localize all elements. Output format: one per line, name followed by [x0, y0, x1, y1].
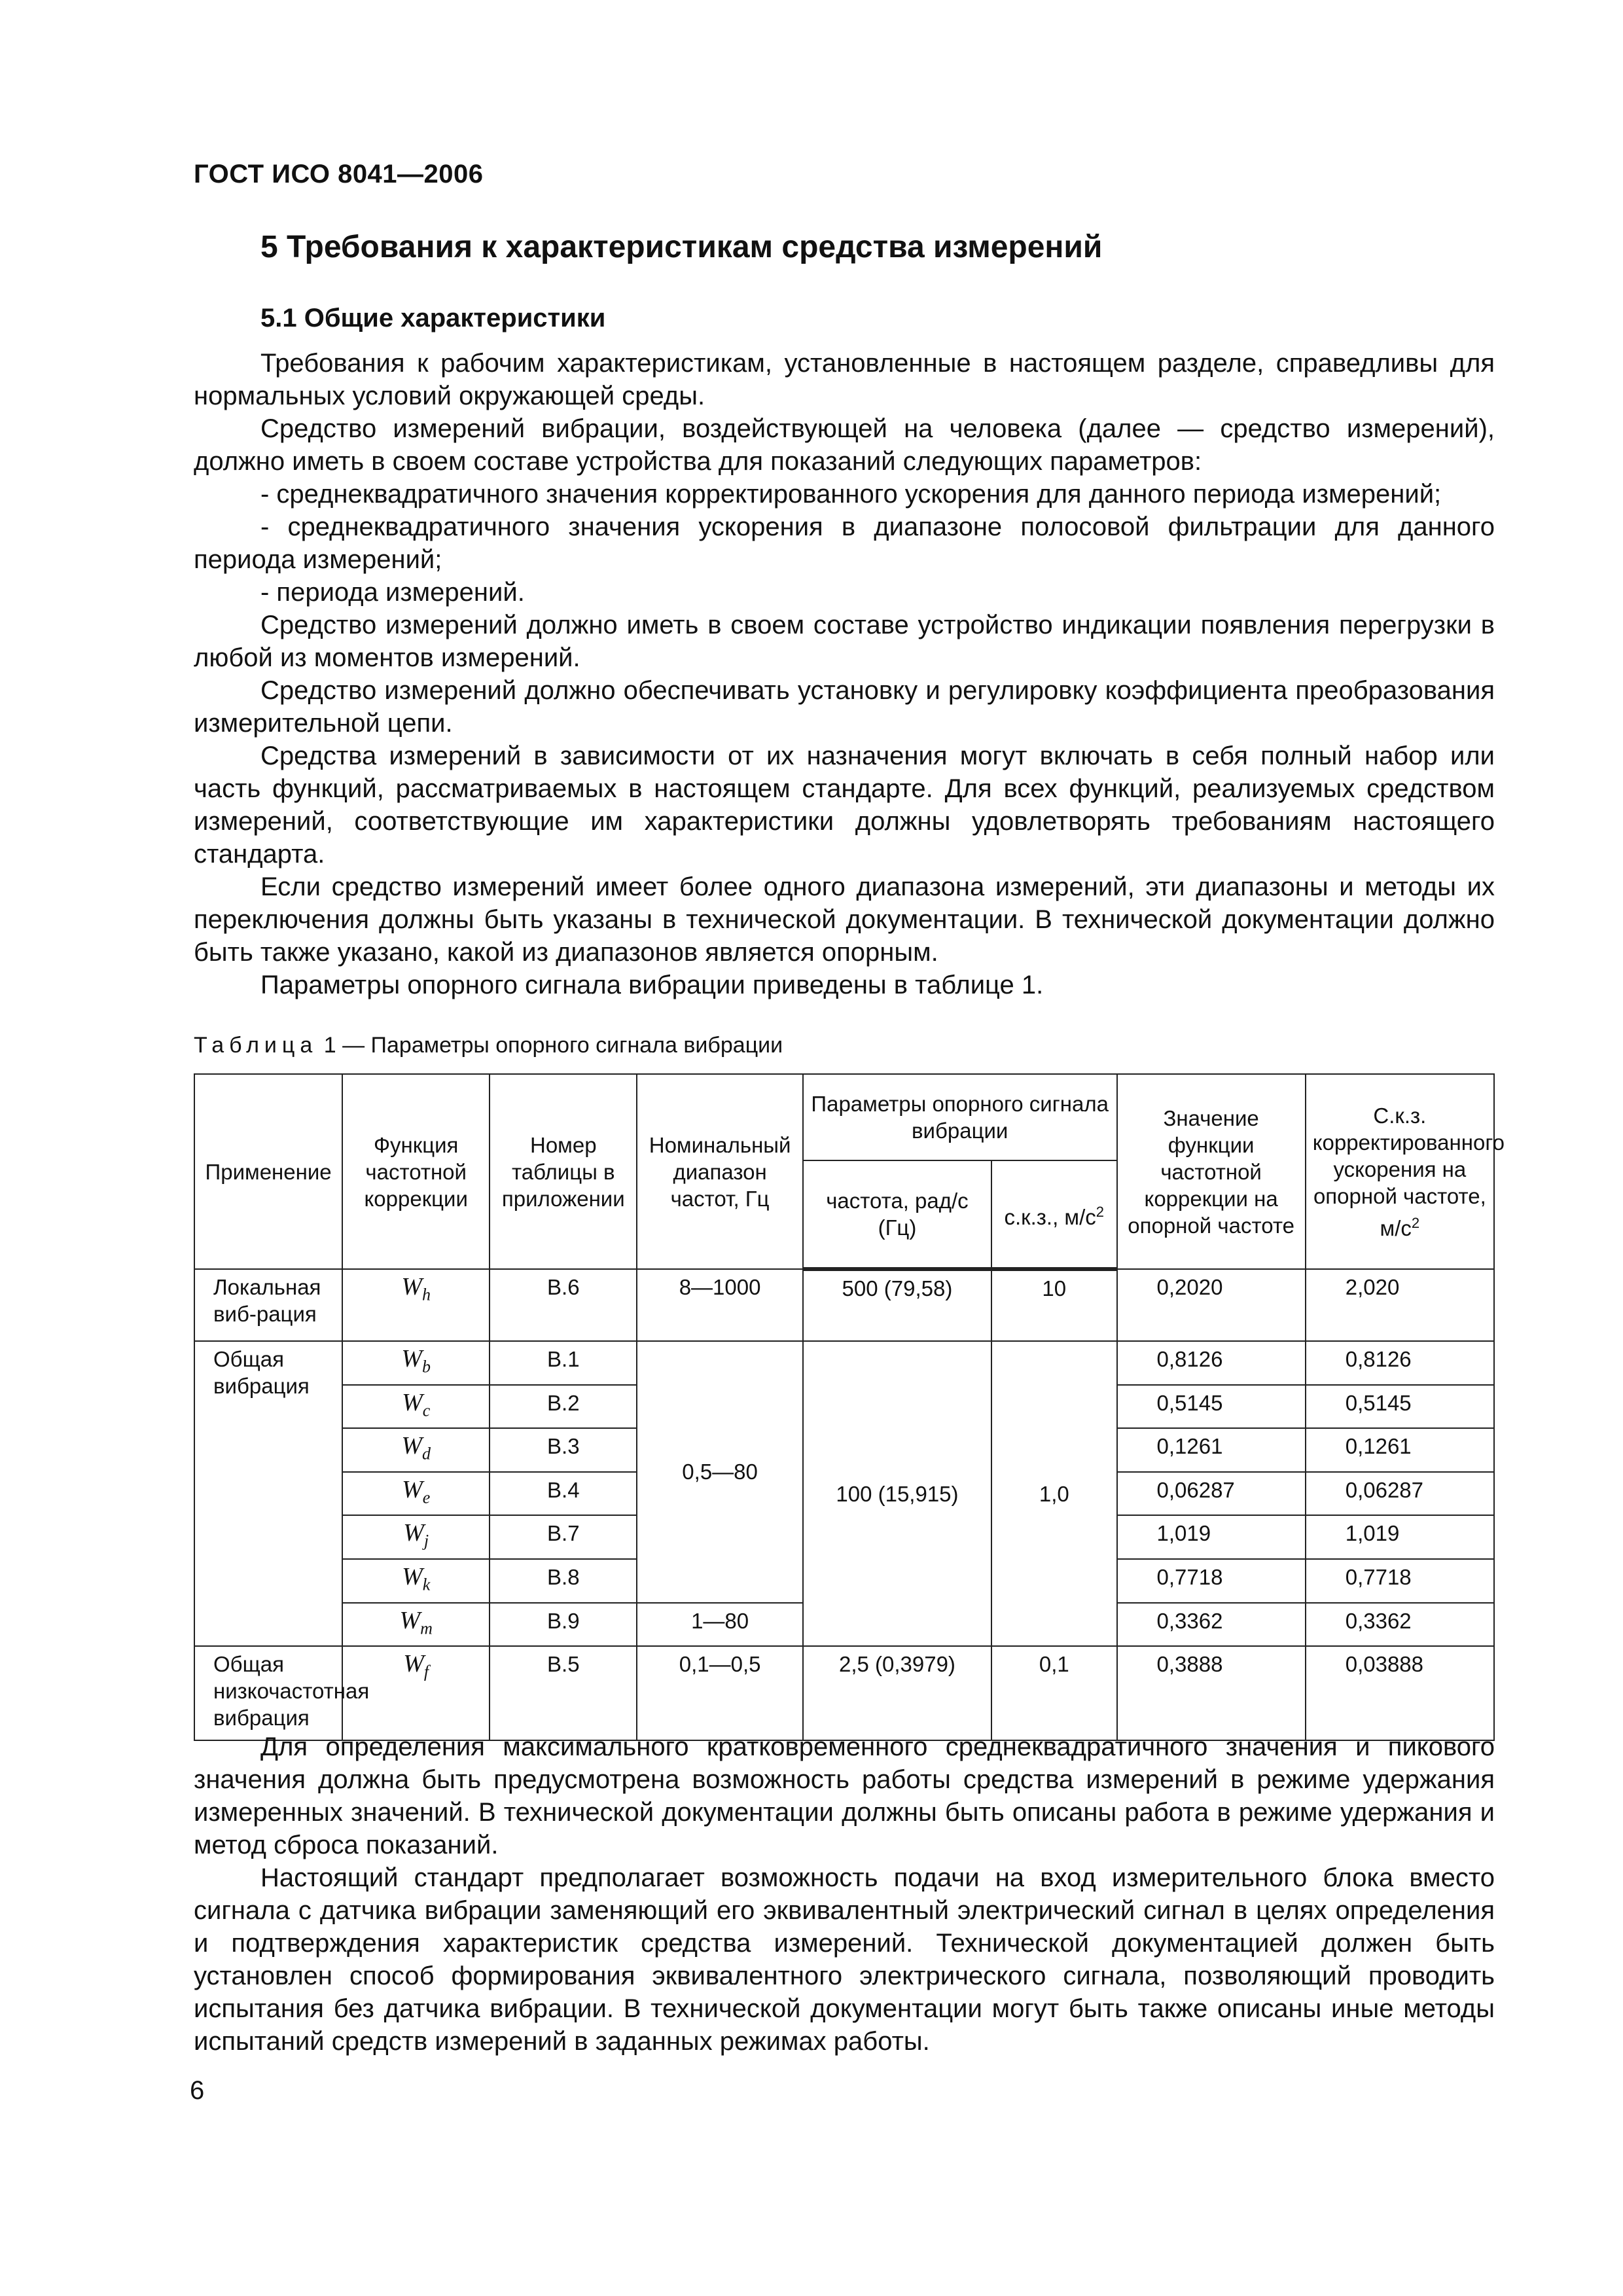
section-title: 5 Требования к характеристикам средства измерений [260, 230, 1103, 264]
cell-annex-table: B.2 [490, 1385, 637, 1429]
body-text-after-table [194, 1731, 1495, 2058]
reference-signal-table [194, 1073, 1505, 1741]
table-row [194, 1341, 1494, 1385]
paragraph: Параметры опорного сигнала вибрации приведены в таблице 1. [260, 971, 1044, 999]
header-value: Значение функции частотной коррекции на опорной частоте [1117, 1074, 1306, 1269]
paragraph: Для определения максимального кратковременного среднеквадратичного значения и пикового значения должна быть предусмотрена возможность работы средства измерений в режиме удержания измеренных значений. В технической документации должны быть описаны работа в режиме удержания и метод сброса показаний. [194, 1732, 1495, 1859]
list-item: - среднеквадратичного значения ускорения в диапазоне полосовой фильтрации для данного периода измерений; [194, 512, 1495, 574]
cell-function: $W_c$ [342, 1385, 490, 1429]
header-corr-rms [1306, 1074, 1505, 1269]
cell-range: 1—80 [637, 1603, 803, 1647]
cell-rms: 10 [991, 1269, 1116, 1341]
list-item: - среднеквадратичного значения корректированного ускорения для данного периода измерений; [260, 480, 1442, 509]
cell-corr-rms: 0,1261 [1306, 1428, 1494, 1472]
cell-freq: 500 (79,58) [803, 1269, 991, 1341]
table-caption [194, 1033, 783, 1058]
cell-function: $W_e$ [342, 1472, 490, 1516]
cell-annex-table: B.3 [490, 1428, 637, 1472]
page-number: 6 [190, 2076, 205, 2105]
cell-value: 1,019 [1117, 1515, 1306, 1559]
table-row [194, 1269, 1494, 1341]
list-item: - периода измерений. [260, 578, 525, 607]
header-annex-table: Номер таблицы в приложении [490, 1074, 637, 1269]
cell-annex-table: B.4 [490, 1472, 637, 1516]
header-application: Применение [194, 1074, 342, 1269]
cell-corr-rms: 0,03888 [1306, 1646, 1494, 1740]
cell-annex-table: B.6 [490, 1269, 637, 1341]
cell-corr-rms: 0,3362 [1306, 1603, 1494, 1647]
cell-annex-table: B.5 [490, 1646, 637, 1740]
header-rms [991, 1160, 1116, 1269]
cell-application: Локальная виб-рация [194, 1269, 342, 1341]
cell-function: $W_f$ [342, 1646, 490, 1740]
paragraph: Средство измерений должно обеспечивать установку и регулировку коэффициента преобразования измерительной цепи. [194, 676, 1495, 738]
header-range: Номинальный диапазон частот, Гц [637, 1074, 803, 1269]
cell-value: 0,3362 [1117, 1603, 1306, 1647]
paragraph: Требования к рабочим характеристикам, установленные в настоящем разделе, справедливы для нормальных условий окружающей среды. [194, 349, 1495, 410]
cell-corr-rms: 0,06287 [1306, 1472, 1494, 1516]
standard-header: ГОСТ ИСО 8041—2006 [194, 160, 484, 188]
cell-function: $W_m$ [342, 1603, 490, 1647]
cell-freq-merged: 100 (15,915) [803, 1341, 991, 1646]
header-corr-rms-sup: 2 [1411, 1214, 1420, 1231]
table-caption-label: Таблица [194, 1033, 318, 1058]
cell-annex-table: B.9 [490, 1603, 637, 1647]
cell-corr-rms: 0,5145 [1306, 1385, 1494, 1429]
paragraph: Если средство измерений имеет более одного диапазона измерений, эти диапазоны и методы их переключения должны быть указаны в технической документации. В технической документации должно быть также указано, какой из диапазонов является опорным. [194, 872, 1495, 967]
header-freq: частота, рад/с (Гц) [803, 1160, 991, 1269]
cell-function: $W_j$ [342, 1515, 490, 1559]
cell-value: 0,3888 [1117, 1646, 1306, 1740]
cell-value: 0,06287 [1117, 1472, 1306, 1516]
paragraph: Средство измерений должно иметь в своем составе устройство индикации появления перегрузки в любой из моментов измерений. [194, 611, 1495, 672]
cell-corr-rms: 2,020 [1306, 1269, 1494, 1341]
cell-annex-table: B.7 [490, 1515, 637, 1559]
header-function: Функция частотной коррекции [342, 1074, 490, 1269]
header-corr-rms-text: С.к.з. корректированного ускорения на опорной частоте, м/с [1312, 1103, 1505, 1240]
cell-value: 0,1261 [1117, 1428, 1306, 1472]
table-caption-text: 1 — Параметры опорного сигнала вибрации [317, 1033, 783, 1058]
cell-range: 8—1000 [637, 1269, 803, 1341]
cell-function: $W_d$ [342, 1428, 490, 1472]
cell-value: 0,8126 [1117, 1341, 1306, 1385]
cell-range-merged: 0,5—80 [637, 1341, 803, 1603]
cell-corr-rms: 0,7718 [1306, 1559, 1494, 1603]
paragraph: Настоящий стандарт предполагает возможность подачи на вход измерительного блока вместо сигнала с датчика вибрации заменяющий его эквивалентный электрический сигнал в целях определения и подтверждения характеристик средства измерений. Технической документацией должен быть установлен способ формирования эквивалентного электрического сигнала, позволяющий проводить испытания без датчика вибрации. В технической документации могут быть также описаны иные методы испытаний средств измерений в заданных режимах работы. [194, 1863, 1495, 2056]
cell-rms: 0,1 [991, 1646, 1116, 1740]
cell-application: Общая низкочастотная вибрация [194, 1646, 342, 1740]
cell-value: 0,7718 [1117, 1559, 1306, 1603]
table-row [194, 1646, 1494, 1740]
cell-annex-table: B.1 [490, 1341, 637, 1385]
header-ref-params: Параметры опорного сигнала вибрации [803, 1074, 1117, 1160]
header-rms-sup: 2 [1096, 1203, 1105, 1220]
cell-annex-table: B.8 [490, 1559, 637, 1603]
cell-application: Общая вибрация [194, 1341, 342, 1646]
cell-freq: 2,5 (0,3979) [803, 1646, 991, 1740]
header-rms-text: с.к.з., м/с [1004, 1204, 1096, 1229]
paragraph: Средство измерений вибрации, воздействующей на человека (далее — средство измерений), должно иметь в своем составе устройства для показаний следующих параметров: [194, 414, 1495, 476]
cell-value: 0,2020 [1117, 1269, 1306, 1341]
cell-rms-merged: 1,0 [991, 1341, 1116, 1646]
paragraph: Средства измерений в зависимости от их назначения могут включать в себя полный набор или часть функций, рассматриваемых в настоящем стандарте. Для всех функций, реализуемых средством измерений, соответствующие им характеристики должны удовлетворять требованиям настоящего стандарта. [194, 742, 1495, 869]
subsection-title: 5.1 Общие характеристики [260, 304, 606, 332]
cell-corr-rms: 1,019 [1306, 1515, 1494, 1559]
cell-function: $W_k$ [342, 1559, 490, 1603]
cell-range: 0,1—0,5 [637, 1646, 803, 1740]
cell-function: $W_b$ [342, 1341, 490, 1385]
cell-corr-rms: 0,8126 [1306, 1341, 1494, 1385]
cell-function: $W_h$ [342, 1269, 490, 1341]
body-text [194, 347, 1495, 1001]
cell-value: 0,5145 [1117, 1385, 1306, 1429]
